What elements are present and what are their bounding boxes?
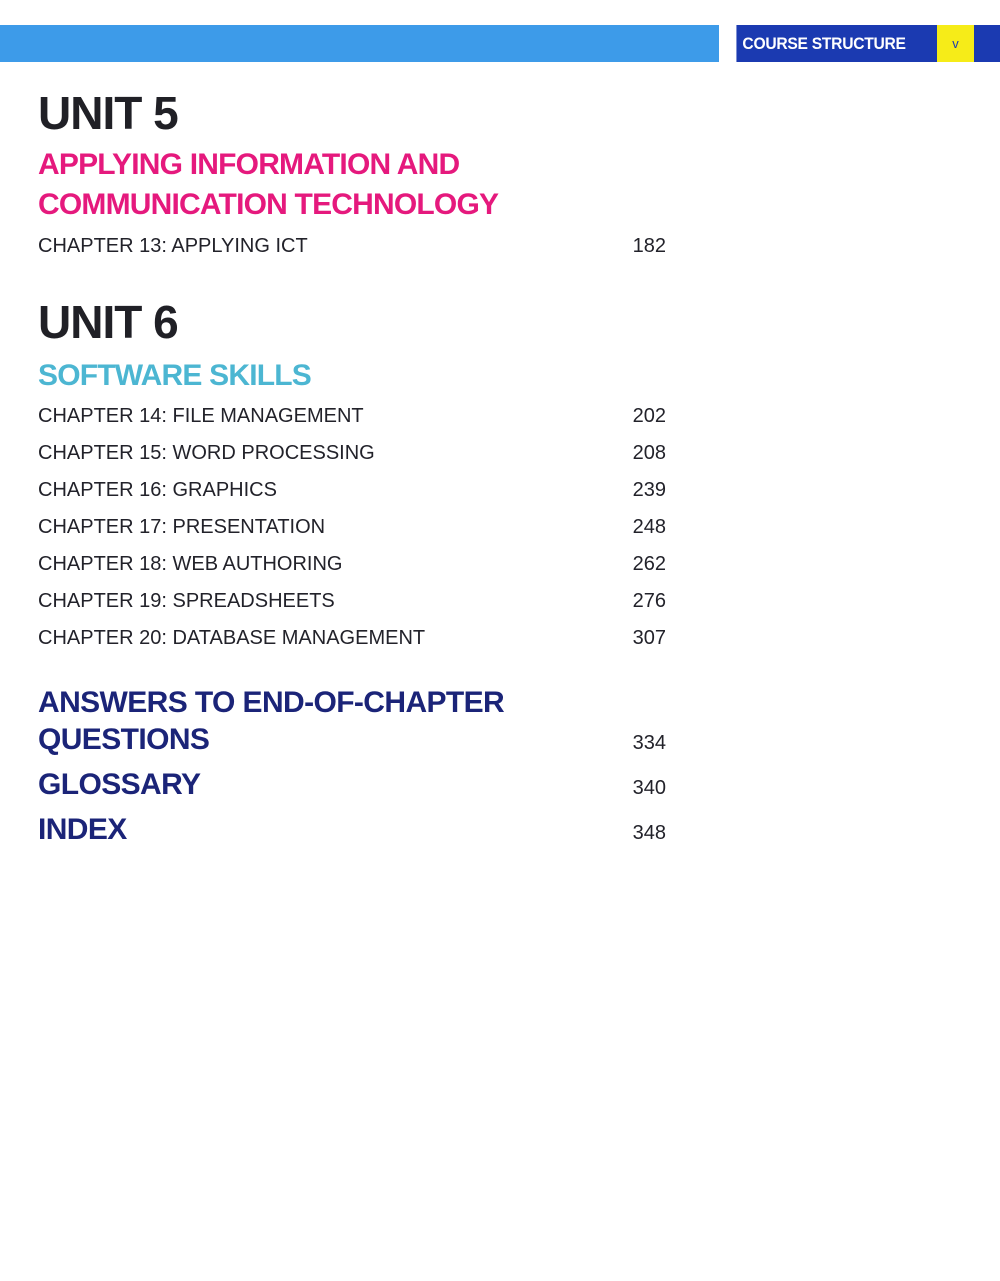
toc-row-chapter-13[interactable]	[38, 232, 666, 260]
glossary-label: GLOSSARY	[38, 768, 201, 801]
toc-row-chapter-20[interactable]	[38, 624, 666, 652]
chapter-label: CHAPTER 14: FILE MANAGEMENT	[38, 405, 364, 427]
toc-row-glossary[interactable]	[38, 766, 666, 804]
index-page: 348	[632, 822, 666, 844]
unit-5-subtitle-line2: COMMUNICATION TECHNOLOGY	[38, 188, 499, 221]
unit-6-subtitle: SOFTWARE SKILLS	[38, 359, 312, 392]
chapter-page: 239	[632, 479, 666, 501]
chapter-label: CHAPTER 15: WORD PROCESSING	[38, 442, 375, 464]
chapter-page: 276	[632, 590, 666, 612]
answers-label-line2: QUESTIONS	[38, 723, 210, 756]
unit-5-subtitle-line1: APPLYING INFORMATION AND	[38, 148, 460, 181]
chapter-label: CHAPTER 18: WEB AUTHORING	[38, 553, 343, 575]
chapter-page: 262	[632, 553, 666, 575]
chapter-page: 202	[632, 405, 666, 427]
unit-6-title: UNIT 6	[38, 296, 178, 348]
chapter-label: CHAPTER 20: DATABASE MANAGEMENT	[38, 627, 426, 649]
glossary-page: 340	[632, 777, 666, 799]
chapter-label: CHAPTER 17: PRESENTATION	[38, 516, 326, 538]
header-tail	[974, 25, 1000, 62]
header-band	[0, 25, 719, 62]
toc-row-chapter-15[interactable]	[38, 439, 666, 467]
toc-row-answers-line1[interactable]	[38, 684, 666, 722]
toc-row-index[interactable]	[38, 811, 666, 849]
chapter-page: 248	[632, 516, 666, 538]
chapter-page: 182	[632, 235, 666, 257]
header-section-label: COURSE STRUCTURE	[736, 25, 937, 62]
toc-row-chapter-18[interactable]	[38, 550, 666, 578]
toc-row-chapter-17[interactable]	[38, 513, 666, 541]
chapter-label: CHAPTER 16: GRAPHICS	[38, 479, 277, 501]
toc-row-answers[interactable]	[38, 721, 666, 759]
toc-row-chapter-19[interactable]	[38, 587, 666, 615]
header-page-number: v	[937, 25, 974, 62]
chapter-page: 208	[632, 442, 666, 464]
toc-row-chapter-16[interactable]	[38, 476, 666, 504]
chapter-label: CHAPTER 13: APPLYING ICT	[38, 235, 308, 257]
chapter-label: CHAPTER 19: SPREADSHEETS	[38, 590, 335, 612]
answers-label-line1: ANSWERS TO END-OF-CHAPTER	[38, 686, 505, 719]
chapter-page: 307	[632, 627, 666, 649]
toc-row-chapter-14[interactable]	[38, 402, 666, 430]
index-label: INDEX	[38, 813, 127, 846]
answers-page: 334	[632, 732, 666, 754]
unit-5-title: UNIT 5	[38, 87, 178, 139]
